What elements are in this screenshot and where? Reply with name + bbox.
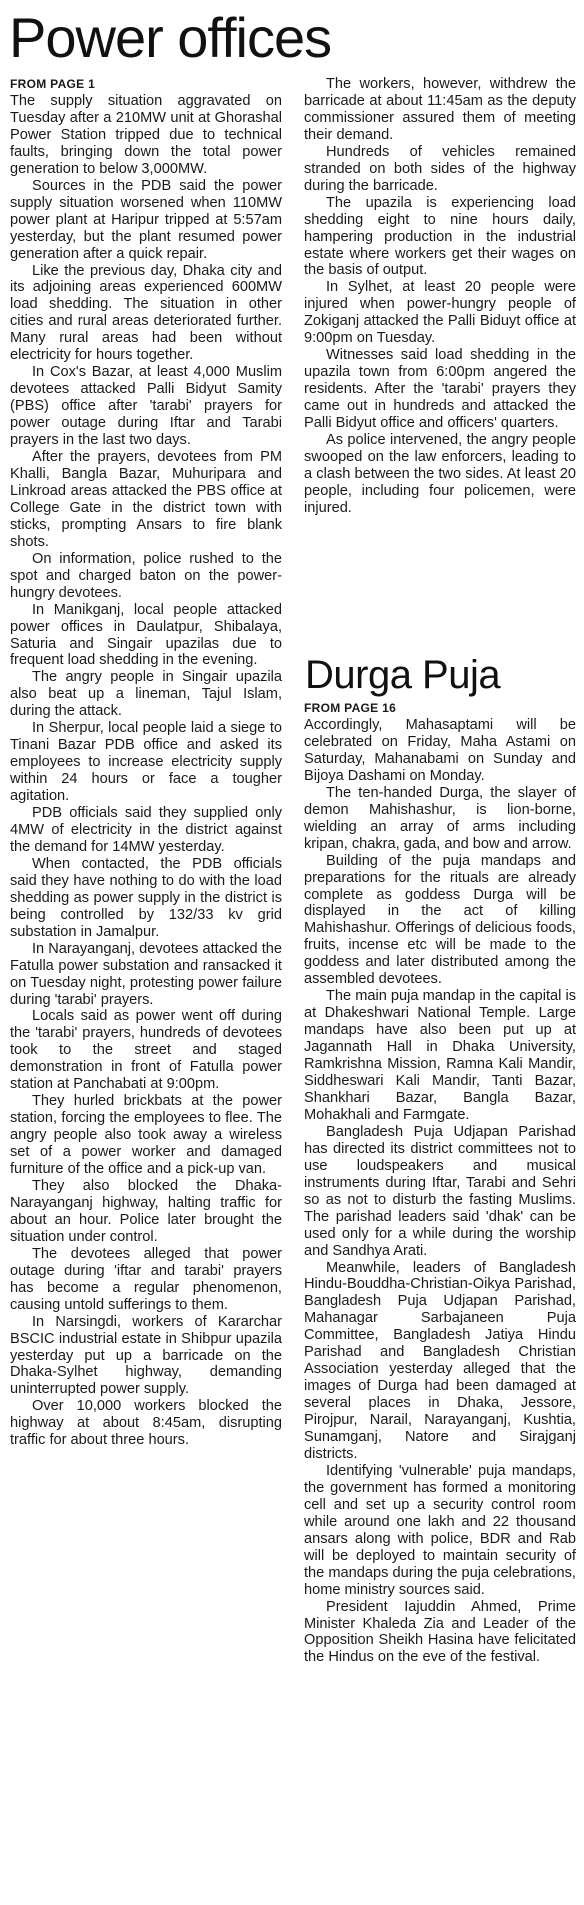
paragraph: The ten-handed Durga, the slayer of demon Mahishashur, is lion-borne, wielding an array of arms including kripan, chakra, gada, and bow and arrow. bbox=[304, 784, 576, 852]
paragraph: Witnesses said load shedding in the upazila town from 6:00pm angered the residents. After the 'tarabi' prayers they came out in hundreds and attacked the Palli Bidyut office and officers' quarters. bbox=[304, 347, 576, 432]
paragraph: The main puja mandap in the capital is at Dhakeshwari National Temple. Large mandaps have also been put up at Jagannath Hall in Dhaka University, Ramkrishna Mission, Ramna Kali Mandir, Siddheswari Kali Mandir, Tanti Bazar, Shankhari Bazar, Bangla Bazar, Mohakhali and Farmgate. bbox=[304, 988, 576, 1123]
paragraph: In Sherpur, local people laid a siege to Tinani Bazar PDB office and asked its employees to increase electricity supply within 24 hours or face a tougher agitation. bbox=[10, 720, 282, 805]
article-power-offices-column-right bbox=[304, 76, 576, 642]
paragraph: They hurled brickbats at the power station, forcing the employees to flee. The angry people also took away a wireless set of a power worker and damaged furniture of the office and a pick-up van. bbox=[10, 1093, 282, 1178]
kicker-from-page-16: FROM PAGE 16 bbox=[304, 701, 397, 715]
paragraph: Hundreds of vehicles remained stranded on both sides of the highway during the barricade. bbox=[304, 143, 576, 194]
paragraph: The workers, however, withdrew the barricade at about 11:45am as the deputy commissioner assured them of meeting their demand. bbox=[304, 76, 576, 143]
paragraph: In Cox's Bazar, at least 4,000 Muslim devotees attacked Palli Bidyut Samity (PBS) office after 'tarabi' prayers for power outage during Iftar and Tarabi prayers in the last two days. bbox=[10, 364, 282, 449]
paragraph: Bangladesh Puja Udjapan Parishad has directed its district committees not to use loudspeakers and musical instruments during Iftar, Tarabi and Sehri so as not to disturb the fasting Muslims. The parishad leaders said 'dhak' can be used only for a while during the worship and Sandhya Arati. bbox=[304, 1123, 576, 1259]
paragraph: The angry people in Singair upazila also beat up a lineman, Tajul Islam, during the attack. bbox=[10, 669, 282, 720]
paragraph: Locals said as power went off during the 'tarabi' prayers, hundreds of devotees took to the street and staged demonstration in front of Fatulla power station at Panchabati at 9:00pm. bbox=[10, 1008, 282, 1093]
paragraph: When contacted, the PDB officials said they have nothing to do with the load shedding as power supply in the district is being controlled by 132/33 kv grid substation in Jamalpur. bbox=[10, 855, 282, 940]
paragraph: They also blocked the Dhaka-Narayanganj highway, halting traffic for about an hour. Police later brought the situation under control. bbox=[10, 1178, 282, 1245]
headline-power-offices: Power offices bbox=[9, 6, 332, 69]
paragraph: On information, police rushed to the spot and charged baton on the power-hungry devotees. bbox=[10, 550, 282, 601]
paragraph: Over 10,000 workers blocked the highway at about 8:45am, disrupting traffic for about three hours. bbox=[10, 1398, 282, 1449]
paragraph: After the prayers, devotees from PM Khalli, Bangla Bazar, Muhuripara and Linkroad areas attacked the PBS office at College Gate in the district town with sticks, prompting Ansars to fire blank shots. bbox=[10, 449, 282, 550]
kicker-from-page-1: FROM PAGE 1 bbox=[10, 77, 96, 91]
paragraph: Meanwhile, leaders of Bangladesh Hindu-Bouddha-Christian-Oikya Parishad, Bangladesh Puja Udjapan Parishad, Mahanagar Sarbajaneen Puja Committee, Bangladesh Jatiya Hindu Parishad and Bangladesh Christian Association yesterday alleged that the images of Durga had been damaged at several places in Dhaka, Jessore, Pirojpur, Narail, Narayanganj, Kushtia, Sunamganj, Natore and Sirajganj districts. bbox=[304, 1259, 576, 1462]
paragraph: The devotees alleged that power outage during 'iftar and tarabi' prayers has become a regular phenomenon, causing untold sufferings to them. bbox=[10, 1245, 282, 1313]
paragraph: In Sylhet, at least 20 people were injured when power-hungry people of Zokiganj attacked the Palli Biduyt office at 9:00pm on Tuesday. bbox=[304, 279, 576, 347]
paragraph: Accordingly, Mahasaptami will be celebrated on Friday, Maha Astami on Saturday, Mahanabami on Sunday and Bijoya Dashami on Monday. bbox=[304, 717, 576, 784]
paragraph: In Manikganj, local people attacked power offices in Daulatpur, Shibalaya, Saturia and Singair upazilas due to frequent load shedding in the evening. bbox=[10, 601, 282, 669]
paragraph: In Narayanganj, devotees attacked the Fatulla power substation and ransacked it on Tuesday night, protesting power failure during 'tarabi' prayers. bbox=[10, 940, 282, 1008]
paragraph: The upazila is experiencing load shedding eight to nine hours daily, hampering production in the industrial estate where workers get their wages on the basis of output. bbox=[304, 194, 576, 279]
paragraph: In Narsingdi, workers of Kararchar BSCIC industrial estate in Shibpur upazila yesterday put up a barricade on the Dhaka-Sylhet highway, demanding uninterrupted power supply. bbox=[10, 1313, 282, 1398]
paragraph: Sources in the PDB said the power supply situation worsened when 110MW power plant at Haripur tripped at 5:57am yesterday, but the plant resumed power generation after a quick repair. bbox=[10, 177, 282, 262]
paragraph: President Iajuddin Ahmed, Prime Minister Khaleda Zia and Leader of the Opposition Sheikh Hasina have felicitated the Hindus on the eve of the festival. bbox=[304, 1598, 576, 1666]
headline-durga-puja: Durga Puja bbox=[305, 653, 501, 697]
paragraph: As police intervened, the angry people swooped on the law enforcers, leading to a clash between the two sides. At least 20 people, including four policemen, were injured. bbox=[304, 432, 576, 516]
paragraph: The supply situation aggravated on Tuesday after a 210MW unit at Ghorashal Power Station tripped due to technical faults, bringing down the total power generation to below 3,000MW. bbox=[10, 93, 282, 177]
paragraph: PDB officials said they supplied only 4MW of electricity in the district against the demand for 14MW yesterday. bbox=[10, 805, 282, 855]
paragraph: Identifying 'vulnerable' puja mandaps, the government has formed a monitoring cell and set up a security control room while around one lakh and 22 thousand ansars along with police, BDR and Rab will be deployed to maintain security of the mandaps during the puja celebrations, home ministry sources said. bbox=[304, 1462, 576, 1598]
article-power-offices-column-left bbox=[10, 76, 282, 1905]
article-durga-puja-column bbox=[304, 700, 576, 1905]
paragraph: Building of the puja mandaps and preparations for the rituals are already complete as goddess Durga will be displayed in the act of killing Mahishashur. Offerings of delicious foods, fruits, incense etc will be made to the goddess and later distributed among the assembled devotees. bbox=[304, 852, 576, 988]
paragraph: Like the previous day, Dhaka city and its adjoining areas experienced 600MW load shedding. The situation in other cities and rural areas deteriorated further. Many rural areas had been without electricity for hours together. bbox=[10, 262, 282, 364]
